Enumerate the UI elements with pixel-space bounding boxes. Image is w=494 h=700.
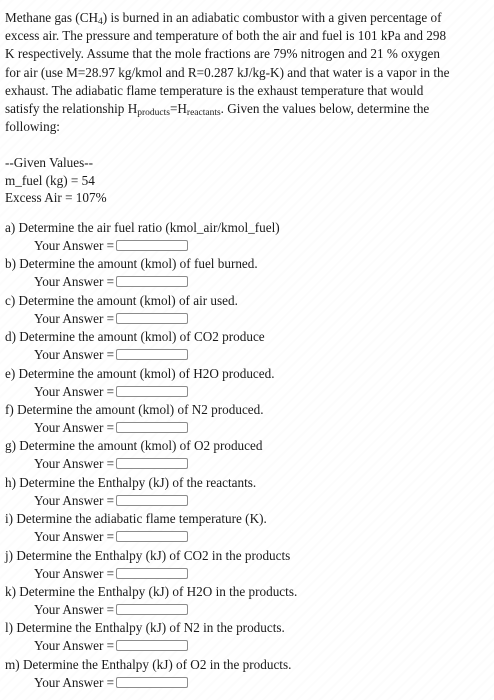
answer-label: Your Answer = xyxy=(34,383,115,399)
statement-line-5: exhaust. The adiabatic flame temperature is the exhaust temperature that would xyxy=(5,82,424,98)
answer-input-l[interactable] xyxy=(116,640,188,651)
question-e xyxy=(5,365,485,401)
answer-label: Your Answer = xyxy=(34,565,115,581)
answer-row xyxy=(34,383,188,400)
answer-row xyxy=(34,637,188,654)
answer-row xyxy=(34,528,188,545)
question-d xyxy=(5,328,485,364)
answer-row xyxy=(34,310,188,327)
answer-input-f[interactable] xyxy=(116,422,188,433)
given-excess-air: Excess Air = 107% xyxy=(5,190,107,205)
answer-row xyxy=(34,674,188,691)
answer-label: Your Answer = xyxy=(34,310,115,326)
given-values xyxy=(5,154,107,207)
question-b xyxy=(5,255,485,291)
answer-row xyxy=(34,601,188,618)
answer-input-c[interactable] xyxy=(116,313,188,324)
question-text: g) Determine the amount (kmol) of O2 produced xyxy=(5,438,263,454)
answer-label: Your Answer = xyxy=(34,638,115,654)
answer-input-d[interactable] xyxy=(116,349,188,360)
question-a xyxy=(5,219,485,255)
question-k xyxy=(5,583,485,619)
answer-label: Your Answer = xyxy=(34,347,115,363)
answer-input-b[interactable] xyxy=(116,276,188,287)
answer-input-h[interactable] xyxy=(116,495,188,506)
statement-line-4: for air (use M=28.97 kg/kmol and R=0.287 kJ/kg-K) and that water is a vapor in the xyxy=(5,64,450,80)
answer-row xyxy=(34,273,188,290)
question-text: e) Determine the amount (kmol) of H2O produced. xyxy=(5,365,275,381)
answer-row xyxy=(34,455,188,472)
question-list xyxy=(5,219,485,692)
question-text: c) Determine the amount (kmol) of air used. xyxy=(5,292,238,308)
question-j xyxy=(5,547,485,583)
answer-label: Your Answer = xyxy=(34,238,115,253)
statement-line-7: following: xyxy=(5,119,60,135)
question-f xyxy=(5,401,485,437)
answer-label: Your Answer = xyxy=(34,492,115,508)
problem-statement xyxy=(5,9,494,136)
statement-line-2: excess air. The pressure and temperature of both the air and fuel is 101 kPa and 298 xyxy=(5,28,447,44)
question-text: k) Determine the Enthalpy (kJ) of H2O in the products. xyxy=(5,583,298,599)
answer-input-i[interactable] xyxy=(116,531,188,542)
statement-line-3: K respectively. Assume that the mole fractions are 79% nitrogen and 21 % oxygen xyxy=(5,46,440,62)
answer-input-g[interactable] xyxy=(116,458,188,469)
question-g xyxy=(5,437,485,473)
question-h xyxy=(5,474,485,510)
answer-label: Your Answer = xyxy=(34,274,115,290)
question-i xyxy=(5,510,485,546)
answer-row xyxy=(34,565,188,582)
answer-row xyxy=(34,419,188,436)
given-fuel-mass: m_fuel (kg) = 54 xyxy=(5,172,95,188)
answer-label: Your Answer = xyxy=(34,419,115,435)
question-text: m) Determine the Enthalpy (kJ) of O2 in the products. xyxy=(5,656,292,672)
question-m xyxy=(5,656,485,692)
question-c xyxy=(5,292,485,328)
answer-label: Your Answer = xyxy=(34,456,115,472)
answer-input-a[interactable] xyxy=(116,240,188,251)
answer-label: Your Answer = xyxy=(34,674,115,690)
answer-row xyxy=(34,346,188,363)
question-text: a) Determine the air fuel ratio (kmol_air/kmol_fuel) xyxy=(5,220,280,235)
question-text: i) Determine the adiabatic flame temperature (K). xyxy=(5,511,267,527)
answer-label: Your Answer = xyxy=(34,529,115,545)
given-values-header: --Given Values-- xyxy=(5,155,94,170)
answer-label: Your Answer = xyxy=(34,601,115,617)
question-text: l) Determine the Enthalpy (kJ) of N2 in the products. xyxy=(5,620,285,636)
answer-input-k[interactable] xyxy=(116,604,188,615)
answer-input-m[interactable] xyxy=(116,677,188,688)
question-text: j) Determine the Enthalpy (kJ) of CO2 in the products xyxy=(5,547,291,563)
question-text: h) Determine the Enthalpy (kJ) of the reactants. xyxy=(5,474,257,490)
statement-line-6: satisfy the relationship $H_{products}=H_{reactants}$. Given the values below, determine the xyxy=(5,100,430,118)
answer-row xyxy=(34,237,188,254)
answer-row xyxy=(34,492,188,509)
statement-line-1: Methane gas $(CH_4)$ is burned in an adiabatic combustor with a given percentage of xyxy=(5,10,442,27)
question-l xyxy=(5,619,485,655)
question-text: b) Determine the amount (kmol) of fuel burned. xyxy=(5,256,258,272)
question-text: f) Determine the amount (kmol) of N2 produced. xyxy=(5,401,264,417)
answer-input-j[interactable] xyxy=(116,568,188,579)
question-text: d) Determine the amount (kmol) of CO2 produce xyxy=(5,329,265,345)
answer-input-e[interactable] xyxy=(116,386,188,397)
